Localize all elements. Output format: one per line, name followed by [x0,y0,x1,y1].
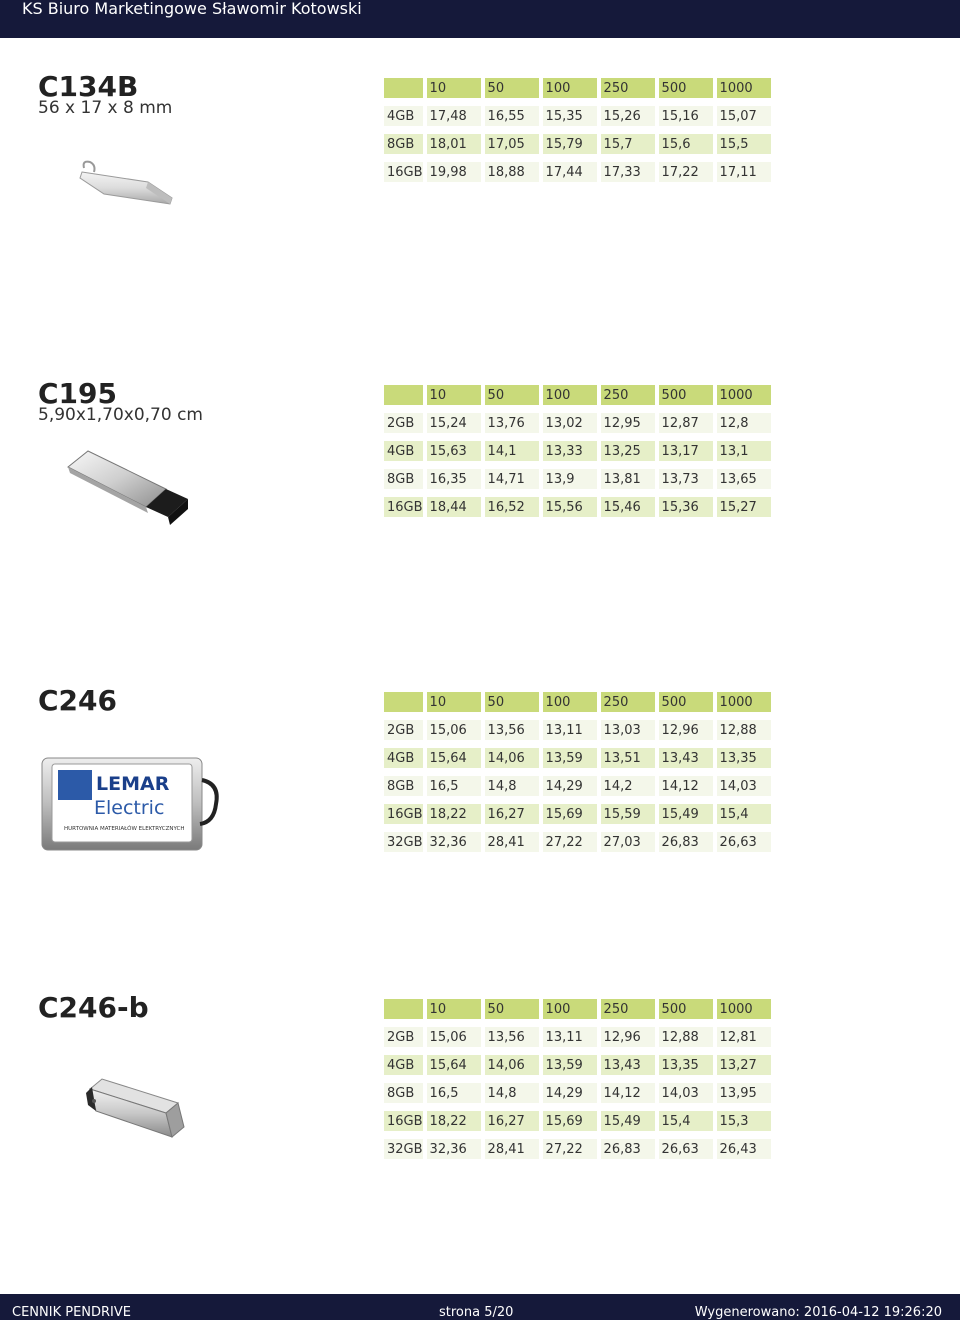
price-cell: 14,8 [485,776,539,796]
price-cell: 17,11 [717,162,771,182]
product-name: C246-b [38,991,149,1024]
price-cell: 12,87 [659,413,713,433]
price-cell: 18,22 [427,804,481,824]
price-cell: 32,36 [427,1139,481,1159]
price-cell: 12,96 [601,1027,655,1047]
price-cell: 13,73 [659,469,713,489]
qty-header: 1000 [717,385,771,405]
price-cell: 13,11 [543,1027,597,1047]
table-row [384,748,771,768]
price-cell: 15,46 [601,497,655,517]
price-cell: 13,81 [601,469,655,489]
price-cell: 18,88 [485,162,539,182]
qty-header: 1000 [717,692,771,712]
price-cell: 17,05 [485,134,539,154]
price-cell: 13,02 [543,413,597,433]
price-cell: 16,5 [427,1083,481,1103]
price-cell: 15,64 [427,748,481,768]
price-table [380,70,775,190]
capacity-cell: 2GB [384,413,423,433]
price-cell: 13,35 [659,1055,713,1075]
table-row [384,1055,771,1075]
price-cell: 15,7 [601,134,655,154]
price-cell: 16,27 [485,1111,539,1131]
price-cell: 15,69 [543,1111,597,1131]
price-cell: 15,79 [543,134,597,154]
price-cell: 12,88 [659,1027,713,1047]
price-cell: 16,35 [427,469,481,489]
table-row [384,106,771,126]
price-cell: 28,41 [485,832,539,852]
price-cell: 12,95 [601,413,655,433]
price-cell: 17,33 [601,162,655,182]
table-row [384,720,771,740]
header-blank-cell [384,385,423,405]
price-cell: 17,48 [427,106,481,126]
price-cell: 26,43 [717,1139,771,1159]
price-cell: 15,59 [601,804,655,824]
price-cell: 14,03 [659,1083,713,1103]
table-row [384,1083,771,1103]
price-table [380,377,775,525]
price-cell: 12,88 [717,720,771,740]
qty-header: 1000 [717,78,771,98]
usb-drive-silver-black-image [38,439,218,559]
price-cell: 16,5 [427,776,481,796]
generated-timestamp: Wygenerowano: 2016-04-12 19:26:20 [694,1305,942,1320]
capacity-cell: 4GB [384,748,423,768]
price-cell: 27,03 [601,832,655,852]
price-cell: 15,6 [659,134,713,154]
price-cell: 13,59 [543,748,597,768]
price-cell: 15,35 [543,106,597,126]
capacity-cell: 8GB [384,134,423,154]
price-table-header [384,692,771,712]
table-row [384,776,771,796]
capacity-cell: 16GB [384,1111,423,1131]
table-row [384,413,771,433]
price-cell: 13,27 [717,1055,771,1075]
table-row [384,441,771,461]
table-row [384,134,771,154]
price-cell: 13,43 [659,748,713,768]
table-row [384,804,771,824]
qty-header: 100 [543,78,597,98]
price-cell: 17,44 [543,162,597,182]
table-row [384,1139,771,1159]
capacity-cell: 32GB [384,1139,423,1159]
price-cell: 13,65 [717,469,771,489]
price-cell: 27,22 [543,832,597,852]
product-dimensions: 5,90x1,70x0,70 cm [38,405,203,425]
price-cell: 15,3 [717,1111,771,1131]
table-row [384,469,771,489]
price-table-header [384,78,771,98]
brand-tagline-text: HURTOWNIA MATERIAŁÓW ELEKTRYCZNYCH [64,826,185,832]
qty-header: 500 [659,999,713,1019]
price-cell: 15,63 [427,441,481,461]
price-cell: 19,98 [427,162,481,182]
price-cell: 15,5 [717,134,771,154]
qty-header: 250 [601,78,655,98]
footer-left-text: CENNIK PENDRIVE [12,1305,131,1320]
price-cell: 13,56 [485,1027,539,1047]
price-cell: 32,36 [427,832,481,852]
price-cell: 14,06 [485,1055,539,1075]
brand-top-text: LEMAR [96,773,170,795]
price-cell: 15,06 [427,720,481,740]
usb-drive-swivel-image [38,1061,218,1161]
price-table [380,991,775,1167]
price-cell: 18,01 [427,134,481,154]
capacity-cell: 8GB [384,776,423,796]
company-title: KS Biuro Marketingowe Sławomir Kotowski [22,0,362,18]
qty-header: 10 [427,999,481,1019]
price-cell: 14,12 [601,1083,655,1103]
product-name: C246 [38,684,117,717]
qty-header: 10 [427,692,481,712]
header-bar [0,0,960,38]
price-cell: 13,33 [543,441,597,461]
price-cell: 12,81 [717,1027,771,1047]
price-table [380,684,775,860]
qty-header: 500 [659,78,713,98]
price-cell: 26,83 [601,1139,655,1159]
price-cell: 16,55 [485,106,539,126]
price-cell: 14,12 [659,776,713,796]
price-cell: 12,96 [659,720,713,740]
price-cell: 14,71 [485,469,539,489]
price-cell: 26,63 [659,1139,713,1159]
product-dimensions: 56 x 17 x 8 mm [38,98,173,118]
qty-header: 1000 [717,999,771,1019]
price-cell: 15,24 [427,413,481,433]
qty-header: 250 [601,999,655,1019]
price-cell: 13,9 [543,469,597,489]
capacity-cell: 4GB [384,441,423,461]
price-cell: 16,27 [485,804,539,824]
product-name: C195 [38,377,117,410]
price-cell: 15,4 [659,1111,713,1131]
qty-header: 50 [485,78,539,98]
price-cell: 14,29 [543,1083,597,1103]
price-cell: 15,49 [659,804,713,824]
price-cell: 14,29 [543,776,597,796]
price-cell: 15,26 [601,106,655,126]
price-cell: 12,8 [717,413,771,433]
price-cell: 26,63 [717,832,771,852]
price-cell: 14,2 [601,776,655,796]
capacity-cell: 8GB [384,469,423,489]
qty-header: 50 [485,385,539,405]
price-cell: 13,17 [659,441,713,461]
header-blank-cell [384,692,423,712]
price-cell: 15,16 [659,106,713,126]
price-cell: 14,8 [485,1083,539,1103]
price-cell: 15,49 [601,1111,655,1131]
price-cell: 15,36 [659,497,713,517]
footer-bar [0,1294,960,1320]
capacity-cell: 2GB [384,1027,423,1047]
table-row [384,497,771,517]
qty-header: 250 [601,692,655,712]
price-cell: 13,95 [717,1083,771,1103]
usb-drive-silver-image [38,120,218,250]
usb-drive-lemar-electric-image [38,738,224,862]
price-cell: 17,22 [659,162,713,182]
product-name: C134B [38,70,139,103]
price-cell: 14,06 [485,748,539,768]
capacity-cell: 16GB [384,162,423,182]
capacity-cell: 32GB [384,832,423,852]
price-cell: 15,4 [717,804,771,824]
price-cell: 13,35 [717,748,771,768]
qty-header: 500 [659,692,713,712]
capacity-cell: 4GB [384,106,423,126]
price-table-header [384,385,771,405]
price-cell: 18,22 [427,1111,481,1131]
capacity-cell: 2GB [384,720,423,740]
page-number: strona 5/20 [439,1305,514,1320]
qty-header: 500 [659,385,713,405]
price-table-header [384,999,771,1019]
capacity-cell: 16GB [384,804,423,824]
table-row [384,1027,771,1047]
table-row [384,832,771,852]
qty-header: 100 [543,692,597,712]
table-row [384,1111,771,1131]
price-cell: 13,1 [717,441,771,461]
price-cell: 13,03 [601,720,655,740]
price-cell: 14,1 [485,441,539,461]
price-cell: 13,43 [601,1055,655,1075]
header-blank-cell [384,78,423,98]
price-cell: 15,56 [543,497,597,517]
price-cell: 13,59 [543,1055,597,1075]
price-cell: 13,56 [485,720,539,740]
capacity-cell: 8GB [384,1083,423,1103]
price-cell: 27,22 [543,1139,597,1159]
price-cell: 15,27 [717,497,771,517]
qty-header: 10 [427,78,481,98]
price-cell: 15,07 [717,106,771,126]
brand-bottom-text: Electric [94,797,165,819]
qty-header: 10 [427,385,481,405]
qty-header: 100 [543,385,597,405]
price-cell: 14,03 [717,776,771,796]
table-row [384,162,771,182]
price-cell: 15,64 [427,1055,481,1075]
price-cell: 15,69 [543,804,597,824]
price-cell: 13,76 [485,413,539,433]
qty-header: 50 [485,692,539,712]
capacity-cell: 4GB [384,1055,423,1075]
price-cell: 16,52 [485,497,539,517]
price-cell: 18,44 [427,497,481,517]
qty-header: 250 [601,385,655,405]
price-cell: 13,11 [543,720,597,740]
price-cell: 15,06 [427,1027,481,1047]
price-cell: 26,83 [659,832,713,852]
price-cell: 13,51 [601,748,655,768]
qty-header: 50 [485,999,539,1019]
price-cell: 13,25 [601,441,655,461]
header-blank-cell [384,999,423,1019]
capacity-cell: 16GB [384,497,423,517]
price-cell: 28,41 [485,1139,539,1159]
qty-header: 100 [543,999,597,1019]
